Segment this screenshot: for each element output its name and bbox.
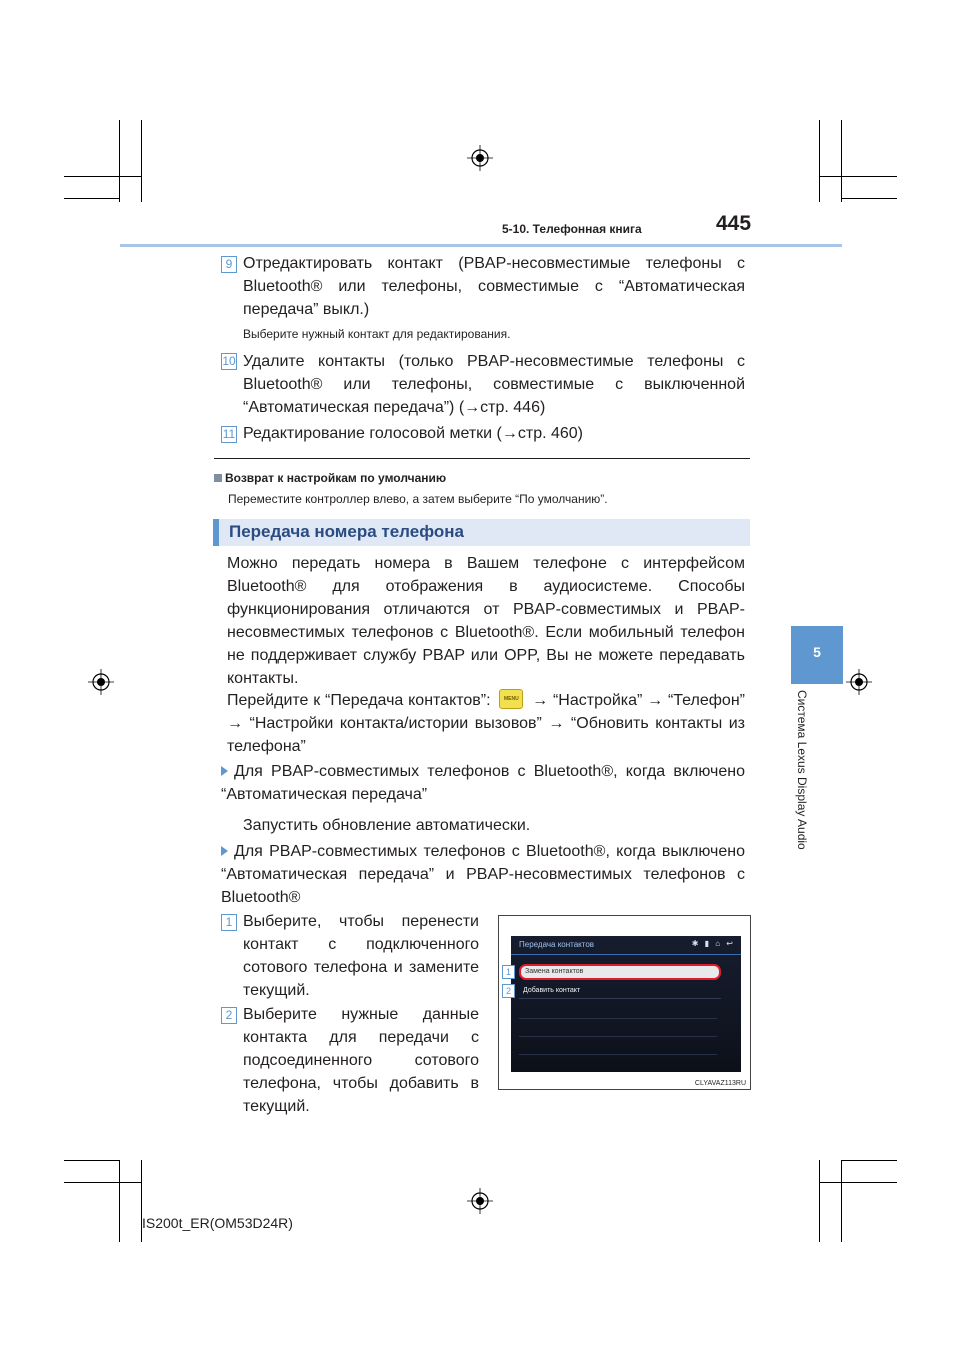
item-number-badge: 9 <box>221 256 237 273</box>
nav-after: → “Настройка” → “Телефон” → “Настройки контакта/истории вызовов” → “Обновить контакты из телефона” <box>227 692 745 755</box>
callout-badge: 1 <box>502 965 515 979</box>
bullet-note: Запустить обновление автоматически. <box>243 817 531 834</box>
crop-mark <box>841 1160 897 1161</box>
item-number-badge: 10 <box>222 354 236 368</box>
callout-badge: 2 <box>502 984 515 998</box>
header-divider <box>120 244 842 247</box>
crop-mark <box>64 176 142 177</box>
registration-mark-icon <box>88 669 114 695</box>
crop-mark <box>64 1182 142 1183</box>
reset-text: Переместите контроллер влево, а затем выберите “По умолчанию”. <box>228 492 608 506</box>
crop-mark <box>119 120 120 202</box>
section-accent <box>213 519 219 546</box>
nav-before: Перейдите к “Передача контактов”: <box>227 692 491 709</box>
bullet-item <box>221 760 745 806</box>
list-divider <box>519 1054 717 1055</box>
footer-code: IS200t_ER(OM53D24R) <box>142 1215 293 1231</box>
crop-mark <box>819 1160 820 1242</box>
crop-mark <box>841 198 897 199</box>
section-title: Передача номера телефона <box>229 522 464 541</box>
crop-mark <box>141 120 142 202</box>
chapter-tab-title: Система Lexus Display Audio <box>795 690 809 850</box>
crop-mark <box>819 1182 897 1183</box>
chapter-tab-number: 5 <box>813 644 821 660</box>
registration-mark-icon <box>846 669 872 695</box>
section-divider <box>214 458 750 459</box>
item-text: Удалите контакты (только PBAP-несовместимые телефоны с Bluetooth® или телефоны, совместимые с выключенной “Автоматическая передача”) (→стр. 446) <box>243 353 745 416</box>
list-divider <box>519 1018 717 1019</box>
list-divider <box>519 1036 717 1037</box>
figure-code: CLYAVAZ113RU <box>694 1080 746 1087</box>
crop-mark <box>819 120 820 202</box>
reset-heading <box>214 470 446 486</box>
registration-mark-icon <box>467 1188 493 1214</box>
step-text: Выберите нужные данные контакта для передачи с подсоединенного сотового телефона, чтобы добавить в текущий. <box>243 1006 479 1115</box>
step-number-badge: 1 <box>221 914 237 931</box>
page-number: 445 <box>716 212 752 235</box>
display-screen <box>511 936 741 1072</box>
crop-mark <box>64 198 120 199</box>
triangle-bullet-icon <box>221 846 228 856</box>
step-number-badge: 2 <box>221 1007 237 1024</box>
step-text: Выберите, чтобы перенести контакт с подключенного сотового телефона и замените текущий. <box>243 913 479 999</box>
item-number-badge: 11 <box>222 427 236 441</box>
section-intro: Можно передать номера в Вашем телефоне с интерфейсом Bluetooth® для отображения в аудиосистеме. Способы функционирования отличаются от PBAP-совместимых и PBAP-несовместимых телефонов с Bluetooth®. Если мобильный телефон не поддерживает службу PBAP или OPP, Вы не можете передавать контакты. <box>227 555 745 687</box>
crop-mark <box>819 176 897 177</box>
crop-mark <box>119 1160 120 1242</box>
bullet-item <box>221 840 745 909</box>
bullet-text: Для PBAP-совместимых телефонов с Bluetooth®, когда выключено “Автоматическая передача” и PBAP-несовместимых телефонов с Bluetooth® <box>221 843 745 906</box>
reset-heading-text: Возврат к настройкам по умолчанию <box>225 471 447 485</box>
square-bullet-icon <box>214 474 222 482</box>
crop-mark <box>64 1160 120 1161</box>
option-replace-contacts[interactable]: Замена контактов <box>519 964 721 980</box>
chapter-tab <box>791 626 843 684</box>
triangle-bullet-icon <box>221 766 228 776</box>
navigation-path <box>227 689 745 758</box>
status-icons: ✱ ▮ ⌂ ↩ <box>691 939 735 948</box>
bullet-text: Для PBAP-совместимых телефонов с Bluetooth®, когда включено “Автоматическая передача” <box>221 763 745 803</box>
item-text: Редактирование голосовой метки (→стр. 460) <box>243 425 583 442</box>
chapter-heading: 5-10. Телефонная книга <box>502 222 642 236</box>
option-add-contact[interactable]: Добавить контакт <box>519 984 721 999</box>
crop-mark <box>841 120 842 202</box>
screen-header-line <box>511 954 741 955</box>
section-title-bar <box>213 519 750 546</box>
menu-button-icon: MENU <box>499 689 523 709</box>
registration-mark-icon <box>467 145 493 171</box>
screen-illustration <box>498 915 751 1090</box>
crop-mark <box>841 1160 842 1242</box>
item-note: Выберите нужный контакт для редактирования. <box>243 327 511 341</box>
item-text: Отредактировать контакт (PBAP-несовместимые телефоны с Bluetooth® или телефоны, совместимые с “Автоматическая передача” выкл.) <box>243 255 745 318</box>
screen-title: Передача контактов <box>519 940 595 949</box>
